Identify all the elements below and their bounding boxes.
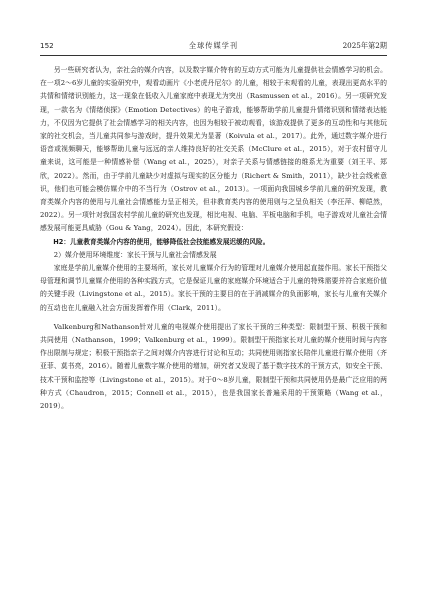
header-rule [40,55,387,56]
article-body [40,64,387,413]
running-header [40,40,387,52]
issue-label: 2025年第2期 [342,41,387,50]
paragraph-family-mediation: 家庭是学前儿童媒介使用的主要场所，家长对儿童媒介行为的管理对儿童媒介使用起直接作用。家长干预指父母管理和调节儿童媒介使用的各种实践方式，它是保证儿童的家庭媒介环境适合于儿童的特殊需要并符合家庭价值的关键手段（Livingstone et al.，2015）。家长干预的主要目的在于消减媒介的负面影响，家长与儿童有关媒介的互动也在儿童融入社会方面发挥着作用（Clark，2011）。 [40,264,387,312]
journal-title: 全球传媒学刊 [188,41,239,50]
paragraph-social-emotional-media: 另一些研究者认为，亲社会的媒介内容，以及数字媒介特有的互动方式可能为儿童提供社会情感学习的机会。在一项2～6岁儿童的实验研究中，观看动画片《小老虎丹尼尔》的儿童，相较于未观看的儿童，表现出更高水平的共情和情绪识别能力，这一现象在低收入儿童家庭中表现尤为突出（Rasmussen et al.，2016）。另一项研究发现，一款名为《情绪侦探》（Emotion Detectives）的电子游戏，能够帮助学前儿童提升情绪识别和情绪表达能力，不仅因为它提供了社会情感学习的相关内容，也因为相较于被动观看，该游戏提供了更多的互动性和与其他玩家的社交机会，当儿童共同参与游戏时，提升效果尤为显著（Koivula et al.，2017）。此外，通过数字媒介进行语音或视频聊天，能够帮助儿童与远远的亲人维持良好的社交关系（McClure et al.，2015），对于农村留守儿童来说，这可能是一种情感补偿（Wang et al.，2025），对亲子关系与情感链接的维系尤为重要（刘王平、郑欣，2022）。然而，由于学前儿童缺少对虚拟与现实的区分能力（Richert & Smith，2011），缺少社会线索意识，他们也可能会模仿媒介中的不当行为（Ostrov et al.，2013）。一项面向我国城乡学前儿童的研究发现，教育类媒介内容的使用与儿童社会情感能力呈正相关，但非教育类内容的使用则与之呈负相关（李汪萍、柳皑然，2022）。另一项针对我国农村学前儿童的研究也发现，相比电视、电脑、平板电脑和手机，电子游戏对儿童社会情感发展可能更具威胁（Gou & Yang，2024）。因此，本研究假设： [40,66,387,233]
paragraph-mediation-types: Valkenburg和Nathanson针对儿童的电视媒介使用提出了家长干预的三种类型：限制型干预、积极干预和共同使用（Nathanson，1999；Valkenburg et al.，1999）。限制型干预指家长对儿童的媒介使用时间与内容作出限制与规定；积极干预指亲子之间对媒介内容进行讨论和互动；共同使用则指家长陪伴儿童进行媒介使用（齐亚菲、莫书亮，2016）。随着儿童数字媒介使用的增加，研究者又发现了基于数字技术的干预方式，如安全干预、技术干预和监控等（Livingstone et al.，2015）。对于0～8岁儿童，限制型干预和共同使用仍是最广泛应用的两种方式（Chaudron，2015；Connell et al.，2015），也是我国家长普遍采用的干预策略（Wang et al.，2019）。 [40,322,387,411]
page-number: 152 [40,41,54,50]
section-subheading: 2）媒介使用环境维度：家长干预与儿童社会情感发展 [53,250,217,259]
hypothesis-h2: H2：儿童教育类媒介内容的使用，能够降低社会技能感发展迟缓的风险。 [53,237,270,246]
